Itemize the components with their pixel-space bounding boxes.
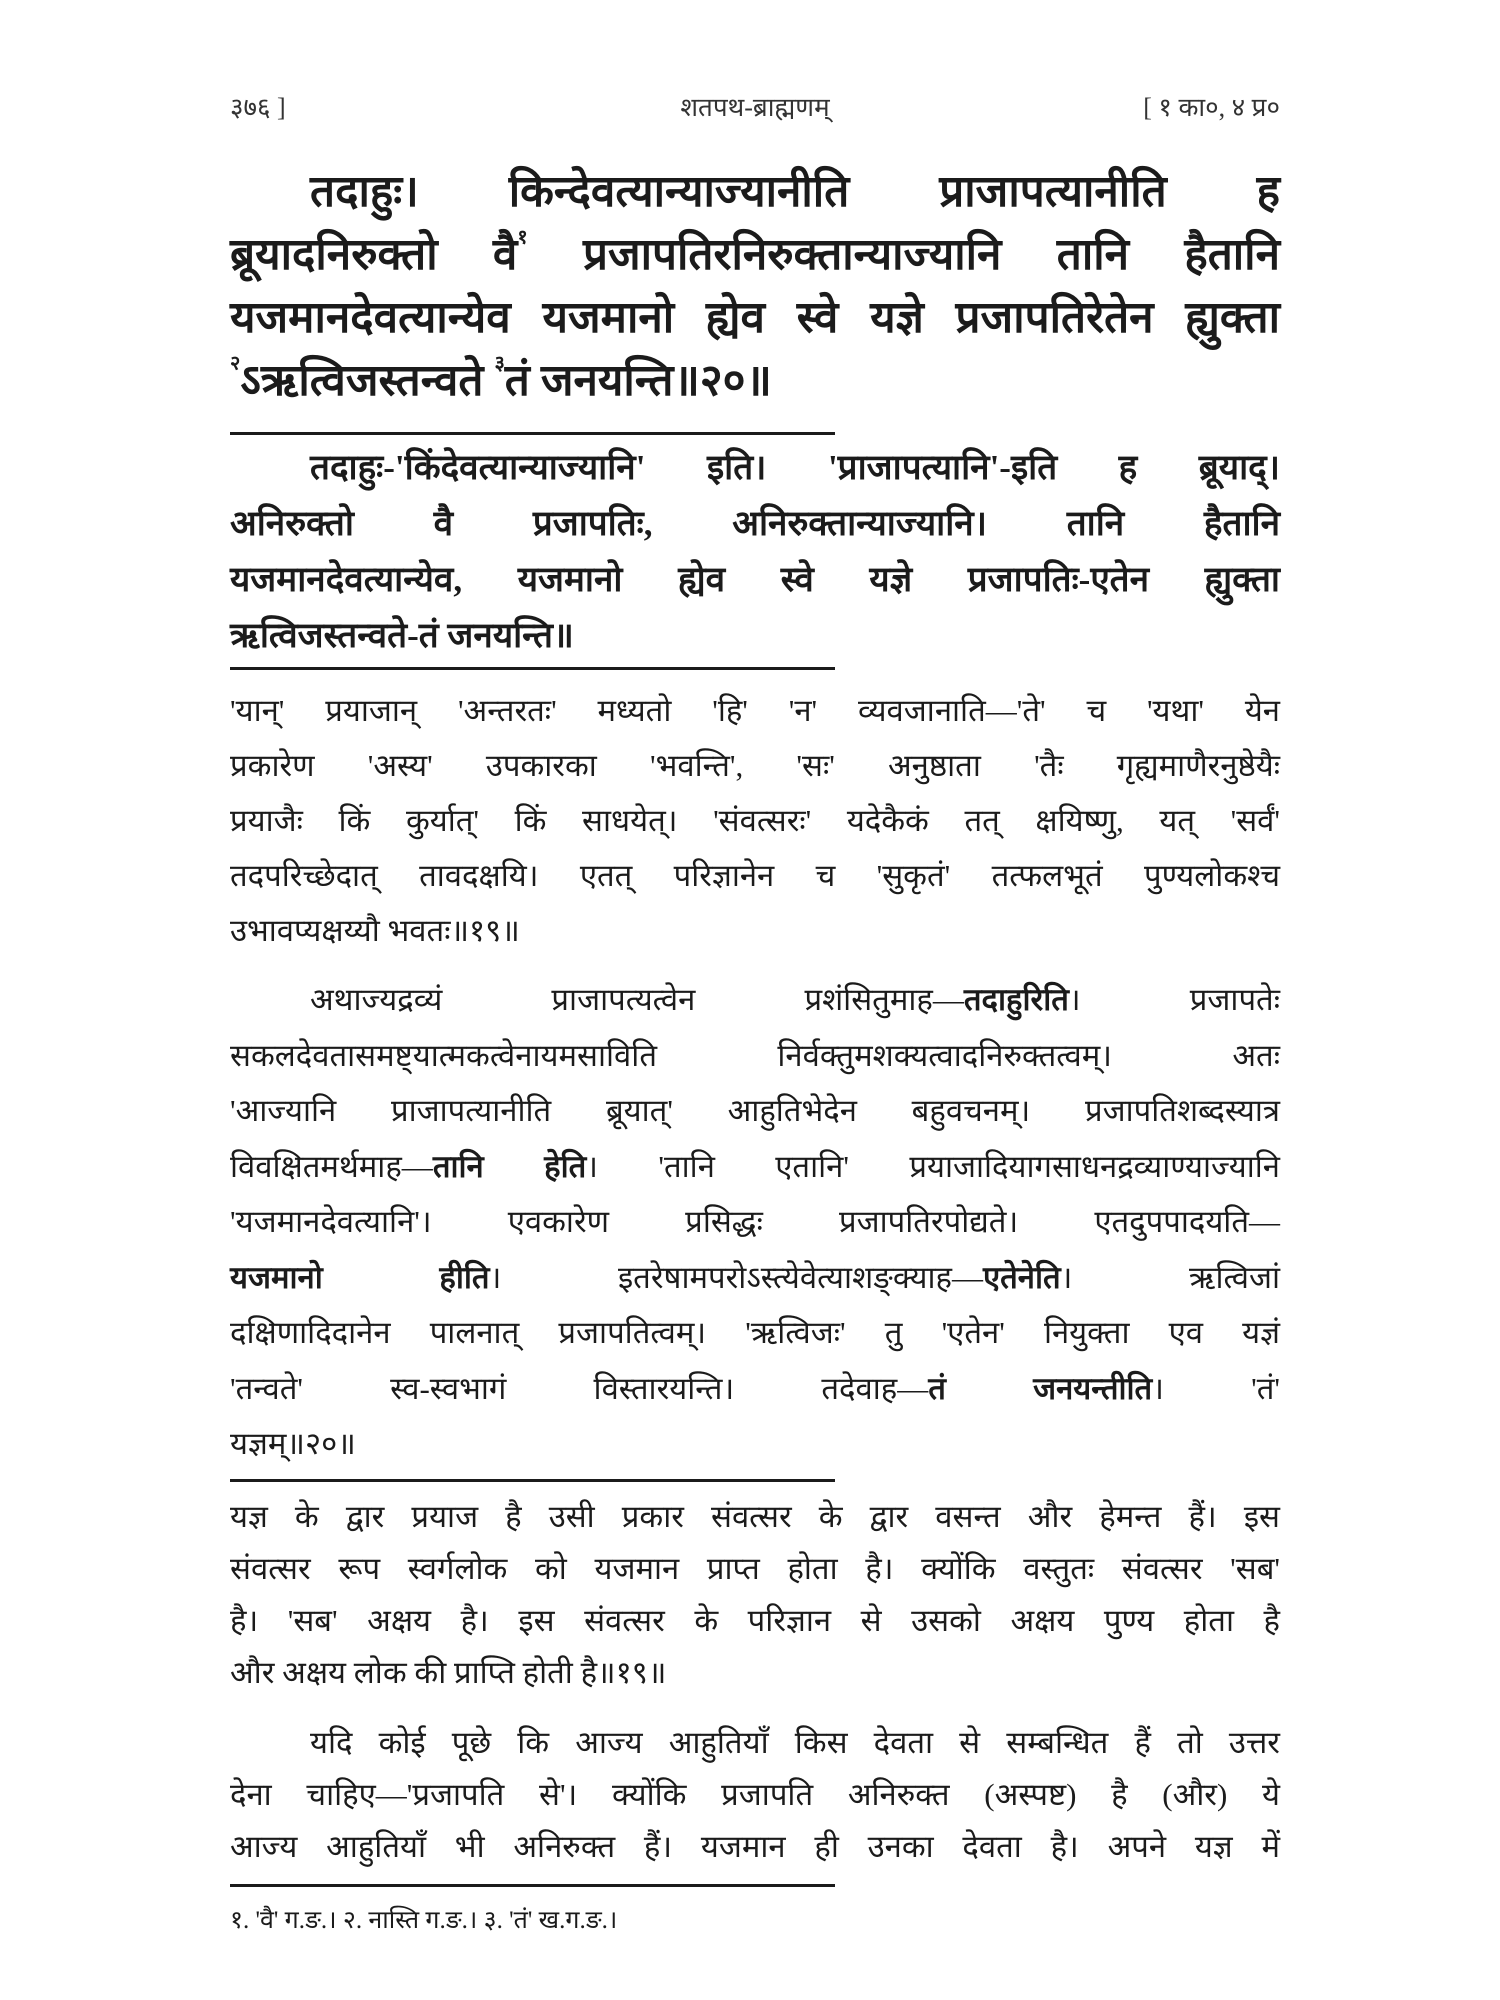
text-run: आज्य आहुतियाँ भी अनिरुक्त हैं। यजमान ही उनका देवता है। अपने यज्ञ में bbox=[230, 1829, 1280, 1864]
text-run: ऋत्विजस्तन्वते-तं जनयन्ति॥ bbox=[230, 616, 574, 655]
text-run: 'यान्' प्रयाजान् 'अन्तरतः' मध्यतो 'हि' 'न' व्यवजानाति—'ते' च 'यथा' येन bbox=[230, 693, 1280, 728]
text-line bbox=[230, 793, 1280, 848]
text-line bbox=[230, 1647, 1280, 1699]
text-line bbox=[230, 1028, 1280, 1084]
text-line bbox=[230, 1905, 1280, 1937]
text-run: प्रकारेण 'अस्य' उपकारका 'भवन्ति', 'सः' अनुष्ठाता 'तैः गृह्यमाणैरनुष्ठेयैः bbox=[230, 748, 1280, 783]
text-line bbox=[230, 496, 1280, 552]
text-run: । प्रजापतेः bbox=[1068, 982, 1280, 1017]
paragraph bbox=[230, 1491, 1280, 1699]
text-line bbox=[230, 440, 1280, 496]
commentary-19 bbox=[230, 683, 1280, 958]
paragraph bbox=[230, 972, 1280, 1472]
paragraph bbox=[230, 160, 1280, 412]
text-run: । ऋत्विजां bbox=[1060, 1259, 1280, 1295]
padapatha-text bbox=[230, 440, 1280, 664]
footnote-marker: १ bbox=[517, 226, 528, 249]
text-run: १. 'वै' ग.ङ.। २. नास्ति ग.ङ.। ३. 'तं' ख.ग.ङ.। bbox=[230, 1907, 618, 1934]
text-line bbox=[230, 848, 1280, 903]
paragraph bbox=[230, 1905, 1280, 1937]
text-line bbox=[230, 1543, 1280, 1595]
text-line bbox=[230, 1416, 1280, 1472]
text-line bbox=[230, 972, 1280, 1028]
bold-text: एतेनेति bbox=[982, 1259, 1061, 1295]
text-line bbox=[230, 1305, 1280, 1361]
text-run: यज्ञ के द्वार प्रयाज है उसी प्रकार संवत्सर के द्वार वसन्त और हेमन्त हैं। इस bbox=[230, 1499, 1280, 1534]
text-run: यजमानदेवत्यान्येव यजमानो ह्येव स्वे यज्ञे प्रजापतिरेतेन ह्युक्ता bbox=[230, 293, 1280, 342]
text-line bbox=[230, 160, 1280, 223]
page-number: ३७६ ] bbox=[230, 93, 286, 122]
text-run: 'आज्यानि प्राजापत्यानीति ब्रूयात्' आहुतिभेदेन बहुवचनम्। प्रजापतिशब्दस्यात्र bbox=[230, 1093, 1280, 1128]
section-reference: [ १ का०, ४ प्र० bbox=[1143, 93, 1280, 122]
text-run: संवत्सर रूप स्वर्गलोक को यजमान प्राप्त होता है। क्योंकि वस्तुतः संवत्सर 'सब' bbox=[230, 1551, 1280, 1586]
text-line bbox=[230, 1250, 1280, 1306]
bold-text: तं जनयन्तीति bbox=[928, 1370, 1153, 1406]
text-run: तदपरिच्छेदात् तावदक्षयि। एतत् परिज्ञानेन च 'सुकृतं' तत्फलभूतं पुण्यलोकश्च bbox=[230, 858, 1280, 893]
text-line bbox=[230, 683, 1280, 738]
text-run: यजमानदेवत्यान्येव, यजमानो ह्येव स्वे यज्ञे प्रजापतिः-एतेन ह्युक्ता bbox=[230, 560, 1280, 599]
text-run: । इतरेषामपरोऽस्त्येवेत्याशङ्क्याह— bbox=[489, 1259, 983, 1295]
paragraph bbox=[230, 440, 1280, 664]
text-run: विवक्षितमर्थमाह— bbox=[230, 1148, 433, 1184]
paragraph bbox=[230, 1717, 1280, 1873]
text-line bbox=[230, 1717, 1280, 1769]
text-run: ब्रूयादनिरुक्तो वै bbox=[230, 230, 518, 279]
text-line bbox=[230, 1361, 1280, 1417]
text-run: सकलदेवतासमष्ट्यात्मकत्वेनायमसाविति निर्वक्तुमशक्यत्वादनिरुक्तत्वम्। अतः bbox=[230, 1037, 1280, 1073]
text-line bbox=[230, 608, 1280, 664]
footnote-marker: २ bbox=[230, 352, 241, 375]
text-run: । 'तं' bbox=[1152, 1370, 1280, 1406]
text-run: उभावप्यक्षय्यौ भवतः॥१९॥ bbox=[230, 913, 520, 948]
text-line bbox=[230, 349, 1280, 412]
text-line bbox=[230, 1491, 1280, 1543]
text-run: । 'तानि एतानि' प्रयाजादियागसाधनद्रव्याण्याज्यानि bbox=[586, 1148, 1280, 1184]
text-line bbox=[230, 1821, 1280, 1873]
text-run: देना चाहिए—'प्रजापति से'। क्योंकि प्रजापति अनिरुक्त (अस्पष्ट) है (और) ये bbox=[230, 1777, 1280, 1812]
text-run: अनिरुक्तो वै प्रजापतिः, अनिरुक्तान्याज्यानि। तानि हैतानि bbox=[230, 504, 1280, 543]
text-line bbox=[230, 738, 1280, 793]
text-line bbox=[230, 1083, 1280, 1139]
divider bbox=[230, 1479, 835, 1482]
text-run: तदाहुः-'किंदेवत्यान्याज्यानि' इति। 'प्राजापत्यानि'-इति ह ब्रूयाद्। bbox=[310, 448, 1280, 487]
text-run: और अक्षय लोक की प्राप्ति होती है॥१९॥ bbox=[230, 1655, 667, 1690]
text-run: तदाहुः। किन्देवत्यान्याज्यानीति प्राजापत्यानीति ह bbox=[310, 167, 1280, 216]
text-run: अथाज्यद्रव्यं प्राजापत्यत्वेन प्रशंसितुमाह— bbox=[310, 982, 964, 1017]
book-title: शतपथ-ब्राह्मणम् bbox=[680, 93, 830, 122]
text-line bbox=[230, 1769, 1280, 1821]
text-run: दक्षिणादिदानेन पालनात् प्रजापतित्वम्। 'ऋत्विजः' तु 'एतेन' नियुक्ता एव यज्ञं bbox=[230, 1315, 1280, 1350]
bold-text: यजमानो हीति bbox=[230, 1259, 490, 1295]
paragraph bbox=[230, 683, 1280, 958]
text-run: यदि कोई पूछे कि आज्य आहुतियाँ किस देवता से सम्बन्धित हैं तो उत्तर bbox=[310, 1725, 1280, 1760]
footnotes bbox=[230, 1905, 1280, 1937]
text-line bbox=[230, 1595, 1280, 1647]
text-run: तं जनयन्ति॥२०॥ bbox=[504, 356, 772, 405]
text-line bbox=[230, 903, 1280, 958]
bold-text: तानि हेति bbox=[432, 1148, 587, 1184]
bold-text: तदाहुरिति bbox=[963, 982, 1069, 1017]
running-header bbox=[230, 88, 1280, 128]
hindi-translation bbox=[230, 1491, 1280, 1873]
text-run: 'तन्वते' स्व-स्वभागं विस्तारयन्ति। तदेवाह— bbox=[230, 1370, 929, 1406]
text-line bbox=[230, 1139, 1280, 1195]
text-line bbox=[230, 223, 1280, 286]
footnote-marker: ३ bbox=[494, 352, 505, 375]
sanskrit-verse bbox=[230, 160, 1280, 412]
text-line bbox=[230, 286, 1280, 349]
text-line bbox=[230, 1194, 1280, 1250]
text-run: प्रजापतिरनिरुक्तान्याज्यानि तानि हैतानि bbox=[527, 230, 1280, 279]
divider bbox=[230, 667, 835, 670]
commentary-20 bbox=[230, 972, 1280, 1472]
text-run: 'यजमानदेवत्यानि'। एवकारेण प्रसिद्धः प्रजापतिरपोद्यते। एतदुपपादयति— bbox=[230, 1204, 1280, 1239]
footnote-divider bbox=[230, 1884, 835, 1887]
divider bbox=[230, 432, 835, 435]
text-run: यज्ञम्॥२०॥ bbox=[230, 1426, 356, 1461]
text-run: ऽऋत्विजस्तन्वते bbox=[240, 356, 495, 405]
text-line bbox=[230, 552, 1280, 608]
text-run: प्रयाजैः किं कुर्यात्' किं साधयेत्। 'संवत्सरः' यदेकैकं तत् क्षयिष्णु, यत् 'सर्वं' bbox=[230, 803, 1280, 838]
text-run: है। 'सब' अक्षय है। इस संवत्सर के परिज्ञान से उसको अक्षय पुण्य होता है bbox=[230, 1603, 1280, 1638]
